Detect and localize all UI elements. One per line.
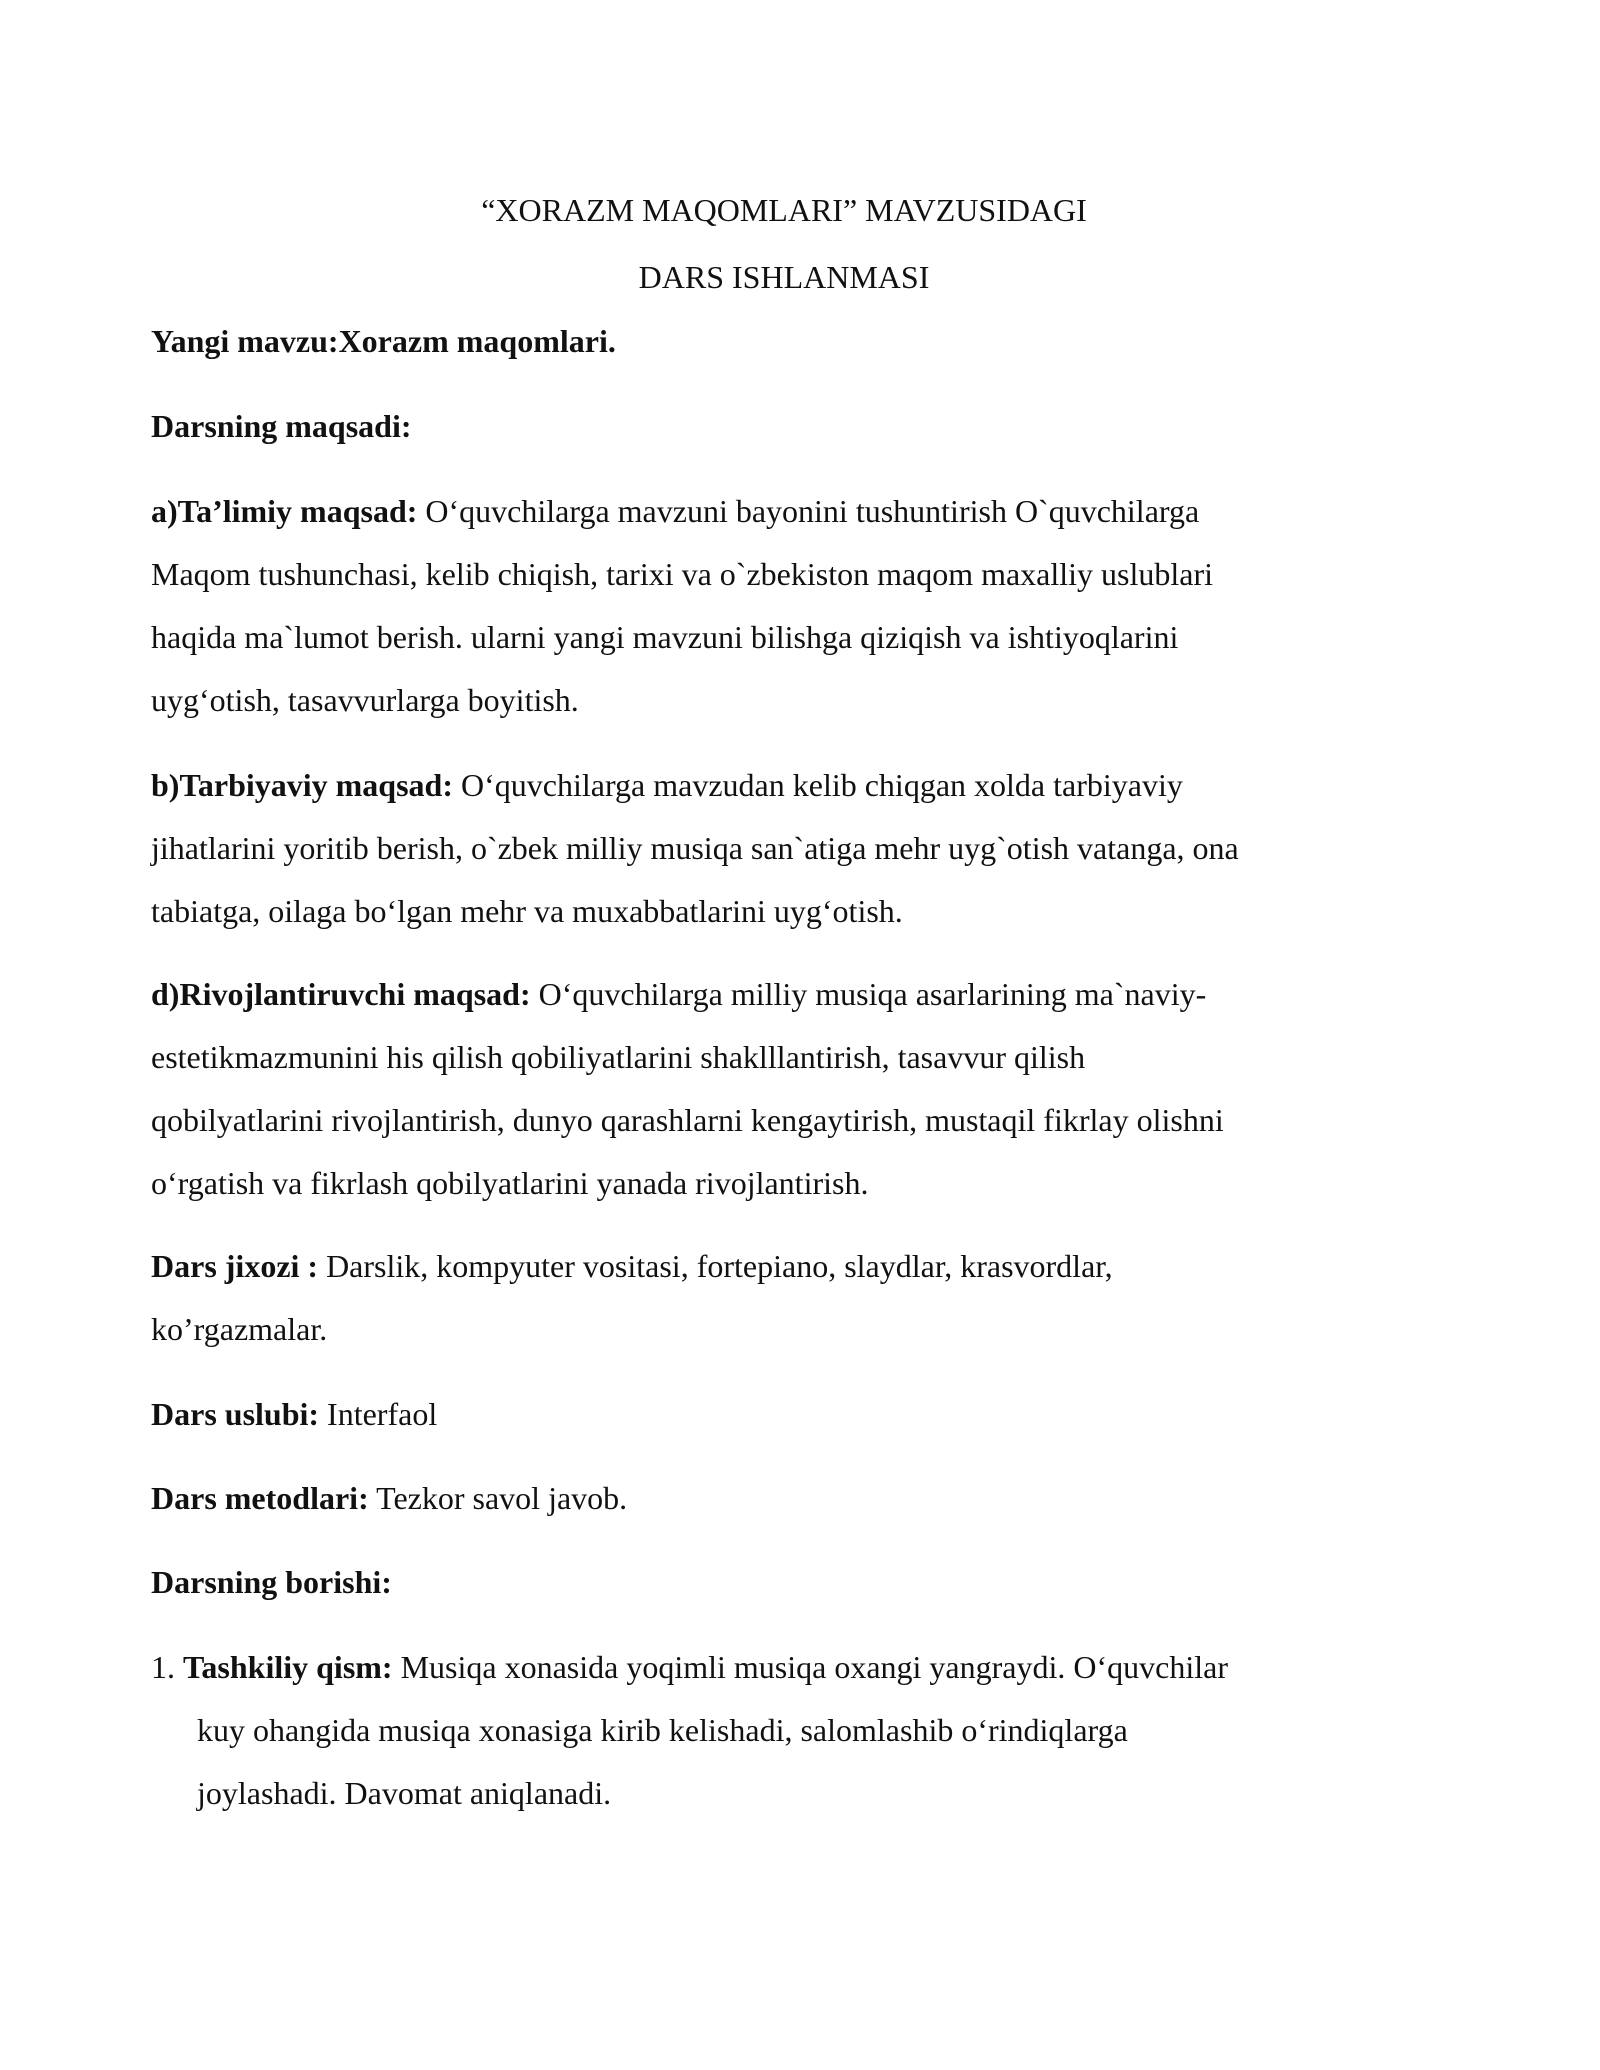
goal-b-line3: tabiatga, oilaga bo‘lgan mehr va muxabbatlarini uyg‘otish. xyxy=(151,893,903,929)
goal-a-line4: uyg‘otish, tasavvurlarga boyitish. xyxy=(151,682,579,718)
style-paragraph xyxy=(151,1383,1421,1446)
methods-label: Dars metodlari: xyxy=(151,1480,369,1516)
document-title-line1: “XORAZM MAQOMLARI” MAVZUSIDAGI xyxy=(481,192,1087,228)
goal-d-line2: estetikmazmunini his qilish qobiliyatlarini shaklllantirish, tasavvur qilish xyxy=(151,1039,1086,1075)
goal-b-line1: O‘quvchilarga mavzudan kelib chiqgan xolda tarbiyaviy xyxy=(453,767,1183,803)
style-label: Dars uslubi: xyxy=(151,1396,320,1432)
course-heading: Darsning borishi: xyxy=(151,1564,392,1600)
goal-a-line1: O‘quvchilarga mavzuni bayonini tushuntirish O`quvchilarga xyxy=(417,493,1200,529)
methods-value: Tezkor savol javob. xyxy=(368,1480,628,1516)
topic-paragraph xyxy=(151,310,1421,373)
goal-a-label: a)Ta’limiy maqsad: xyxy=(151,493,418,529)
step1-line2: kuy ohangida musiqa xonasiga kirib kelishadi, salomlashib o‘rindiqlarga xyxy=(197,1712,1128,1748)
methods-paragraph xyxy=(151,1467,1421,1530)
equipment-line1: Darslik, kompyuter vositasi, fortepiano, slaydlar, krasvordlar, xyxy=(318,1248,1113,1284)
step1-list-item xyxy=(151,1636,1421,1825)
goal-b-line2: jihatlarini yoritib berish, o`zbek milliy musiqa san`atiga mehr uyg`otish vatanga, ona xyxy=(151,830,1239,866)
step1-line3: joylashadi. Davomat aniqlanadi. xyxy=(197,1775,612,1811)
step1-number: 1. xyxy=(151,1649,183,1685)
goal-a-line3: haqida ma`lumot berish. ularni yangi mavzuni bilishga qiziqish va ishtiyoqlarini xyxy=(151,619,1179,655)
style-value: Interfaol xyxy=(319,1396,438,1432)
goal-a-line2: Maqom tushunchasi, kelib chiqish, tarixi va o`zbekiston maqom maxalliy uslublari xyxy=(151,556,1214,592)
goals-heading: Darsning maqsadi: xyxy=(151,408,412,444)
step1-label: Tashkiliy qism: xyxy=(183,1649,393,1685)
course-heading-paragraph xyxy=(151,1551,1421,1614)
goals-heading-paragraph xyxy=(151,395,1421,458)
goal-b-label: b)Tarbiyaviy maqsad: xyxy=(151,767,453,803)
equipment-paragraph xyxy=(151,1235,1421,1361)
equipment-line2: ko’rgazmalar. xyxy=(151,1311,328,1347)
goal-d-line4: o‘rgatish va fikrlash qobilyatlarini yanada rivojlantirish. xyxy=(151,1165,869,1201)
document-title-line2: DARS ISHLANMASI xyxy=(638,259,930,295)
goal-d-label: d)Rivojlantiruvchi maqsad: xyxy=(151,976,531,1012)
goal-d-line1: O‘quvchilarga milliy musiqa asarlarining ma`naviy- xyxy=(530,976,1207,1012)
goal-d-paragraph xyxy=(151,963,1421,1215)
topic-text: Yangi mavzu:Xorazm maqomlari. xyxy=(151,323,616,359)
goal-b-paragraph xyxy=(151,754,1421,943)
step1-line1: Musiqa xonasida yoqimli musiqa oxangi yangraydi. O‘quvchilar xyxy=(392,1649,1228,1685)
goal-a-paragraph xyxy=(151,480,1421,732)
goal-d-line3: qobilyatlarini rivojlantirish, dunyo qarashlarni kengaytirish, mustaqil fikrlay olishni xyxy=(151,1102,1224,1138)
equipment-label: Dars jixozi : xyxy=(151,1248,319,1284)
